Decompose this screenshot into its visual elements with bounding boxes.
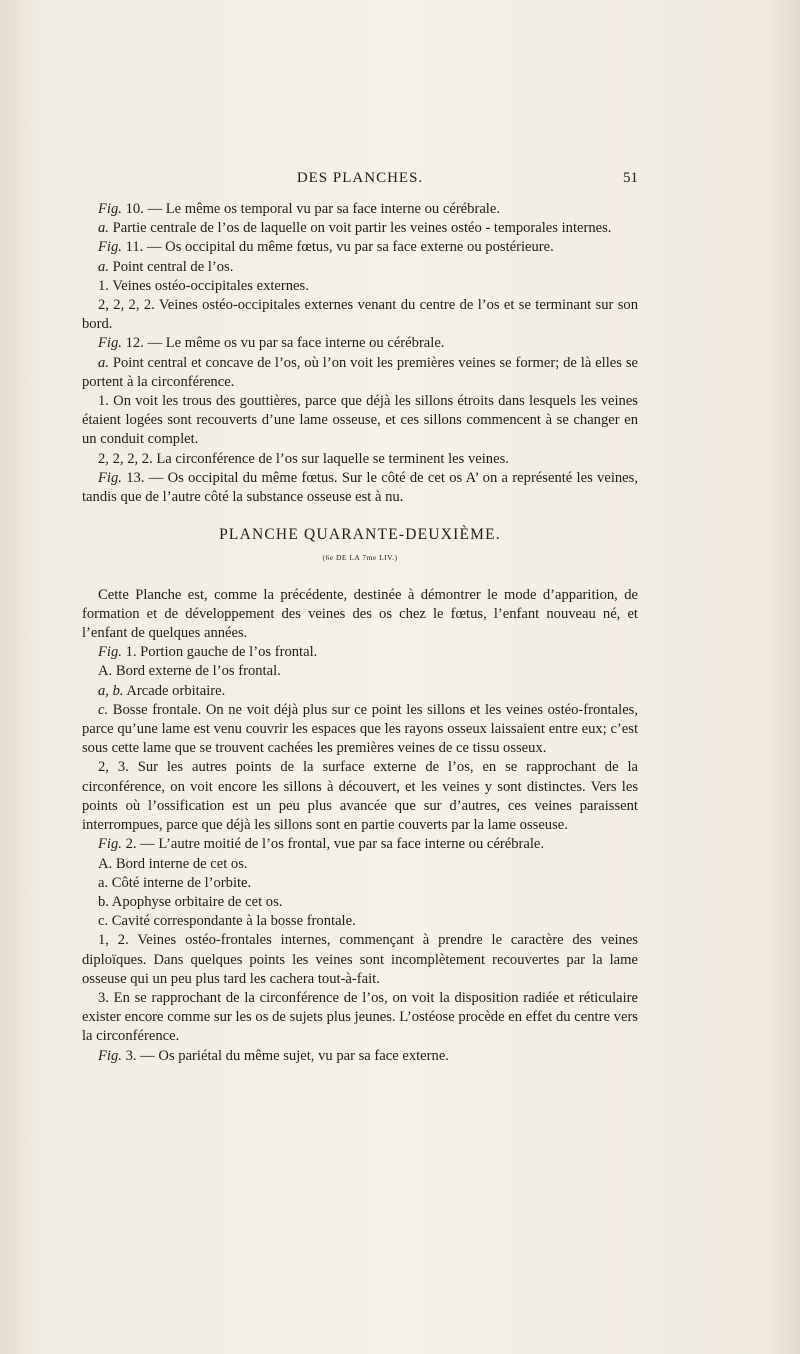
paragraph-lead: Fig. [98, 469, 122, 486]
paragraph-lead: Fig. [98, 335, 122, 352]
paragraph [82, 855, 638, 874]
paragraph-lead: a, b. [98, 682, 124, 699]
paragraph-text: 10. — Le même os temporal vu par sa face interne ou cérébrale. [121, 201, 500, 217]
paragraph-text: 2, 2, 2, 2. La circonférence de l’os sur laquelle se terminent les veines. [98, 450, 509, 467]
paragraph-text: 2, 3. Sur les autres points de la surface externe de l’os, en se rapprochant de la circonférence, on voit encore les sillons à découvert, et les veines y sont distinctes. Vers les points où l’ossification est un peu plus avancée que sur d’autres, ces veines paraissent interrompues, parce que déjà les sillons sont en partie couverts par la lame osseuse. [82, 759, 638, 834]
paragraph [82, 643, 638, 662]
paragraph [82, 277, 638, 296]
paragraph-text: 1. On voit les trous des gouttières, parce que déjà les sillons étroits dans lesquels les veines étaient logées sont recouverts d’une lame osseuse, et ces sillons commencent à se changer en un conduit complet. [82, 393, 638, 448]
paragraphs-top [82, 200, 638, 507]
section-subtitle: (6e DE LA 7me LIV.) [322, 553, 398, 563]
paragraph [82, 835, 638, 854]
paragraph-text: 3. En se rapprochant de la circonférence de l’os, on voit la disposition radiée et réticulaire exister encore comme sur les os de sujets plus jeunes. L’ostéose procède en effet du centre vers la circonférence. [82, 989, 638, 1045]
paragraph [82, 682, 638, 701]
paragraph-text: 11. — Os occipital du même fœtus, vu par sa face externe ou postérieure. [121, 239, 554, 256]
paragraph-text: Arcade orbitaire. [123, 682, 226, 699]
paragraph-lead: Fig. [98, 201, 122, 217]
paragraph-text: a. Côté interne de l’orbite. [98, 874, 252, 891]
paragraph [82, 238, 638, 257]
paragraph [82, 200, 638, 219]
body-text [82, 200, 638, 1066]
paragraph-text: 2. — L’autre moitié de l’os frontal, vue par sa face interne ou cérébrale. [121, 836, 545, 853]
paragraph-text: 1. Portion gauche de l’os frontal. [121, 644, 318, 661]
paragraph-lead: a. [98, 220, 109, 237]
paragraph [82, 450, 638, 469]
paragraph-lead: Fig. [98, 644, 122, 661]
paragraph-text: Point central de l’os. [108, 258, 234, 275]
paragraph [82, 931, 638, 989]
paragraph-lead: c. [98, 701, 109, 718]
paragraph [82, 893, 638, 912]
paragraph-text: 12. — Le même os vu par sa face interne ou cérébrale. [121, 335, 445, 352]
paragraph [82, 219, 638, 238]
paragraph-text: 1, 2. Veines ostéo-frontales internes, commençant à prendre le caractère des veines diploïques. Dans quelques points les veines sont incomplètement recouvertes par la lame osseuse qui un peu plus tard les cachera tout-à-fait. [82, 932, 638, 987]
page-number: 51 [623, 170, 638, 186]
paragraph-lead: a. [98, 354, 109, 371]
paragraph [82, 701, 638, 759]
paragraph [82, 758, 638, 835]
paragraph-lead: Fig. [98, 1047, 122, 1064]
running-title: DES PLANCHES. [296, 170, 424, 186]
paragraph-lead: a. [98, 258, 109, 275]
paragraph-text: Bosse frontale. On ne voit déjà plus sur ce point les sillons et les veines ostéo-frontales, parce qu’une lame est venu couvrir les espaces que les rayons osseux laissaient entre eux; c’est sous cette lame que se trouvent cachées les premières veines de ce tissu osseux. [82, 701, 638, 757]
paragraph-text: 13. — Os occipital du même fœtus. Sur le côté de cet os A’ on a représenté les veines, tandis que de l’autre côté la substance osseuse est à nu. [82, 469, 638, 506]
paragraph-text: A. Bord interne de cet os. [98, 855, 248, 872]
paragraph-text: Partie centrale de l’os de laquelle on voit partir les veines ostéo - temporales internes. [108, 220, 612, 237]
paragraph [82, 1047, 638, 1066]
paragraph-text: A. Bord externe de l’os frontal. [98, 663, 281, 680]
paragraph [82, 912, 638, 931]
paragraph [82, 354, 638, 392]
paragraph [82, 586, 638, 644]
section-title: PLANCHE QUARANTE-DEUXIÈME. [219, 526, 501, 544]
paragraph-lead: Fig. [98, 239, 122, 256]
paragraph-text: 3. — Os pariétal du même sujet, vu par sa face externe. [121, 1047, 449, 1064]
page-header [82, 170, 638, 192]
paragraph-text: b. Apophyse orbitaire de cet os. [98, 893, 283, 910]
paragraph [82, 258, 638, 277]
paragraph [82, 469, 638, 507]
paragraph-text: c. Cavité correspondante à la bosse frontale. [98, 913, 356, 930]
paragraphs-bottom [82, 586, 638, 1066]
paragraph-text: 1. Veines ostéo-occipitales externes. [98, 277, 309, 294]
paragraph [82, 392, 638, 450]
paragraph-text: 2, 2, 2, 2. Veines ostéo-occipitales externes venant du centre de l’os et se terminant sur son bord. [82, 297, 638, 333]
paragraph [82, 989, 638, 1047]
paragraph [82, 334, 638, 353]
paragraph [82, 662, 638, 681]
paragraph [82, 296, 638, 334]
paragraph-text: Point central et concave de l’os, où l’on voit les premières veines se former; de là elles se portent à la circonférence. [82, 354, 638, 390]
paragraph [82, 874, 638, 893]
paragraph-lead: Fig. [98, 836, 122, 853]
paragraph-text: Cette Planche est, comme la précédente, destinée à démontrer le mode d’apparition, de formation et de développement des veines des os chez le fœtus, l’enfant nouveau né, et l’enfant de quelques années. [82, 586, 638, 642]
